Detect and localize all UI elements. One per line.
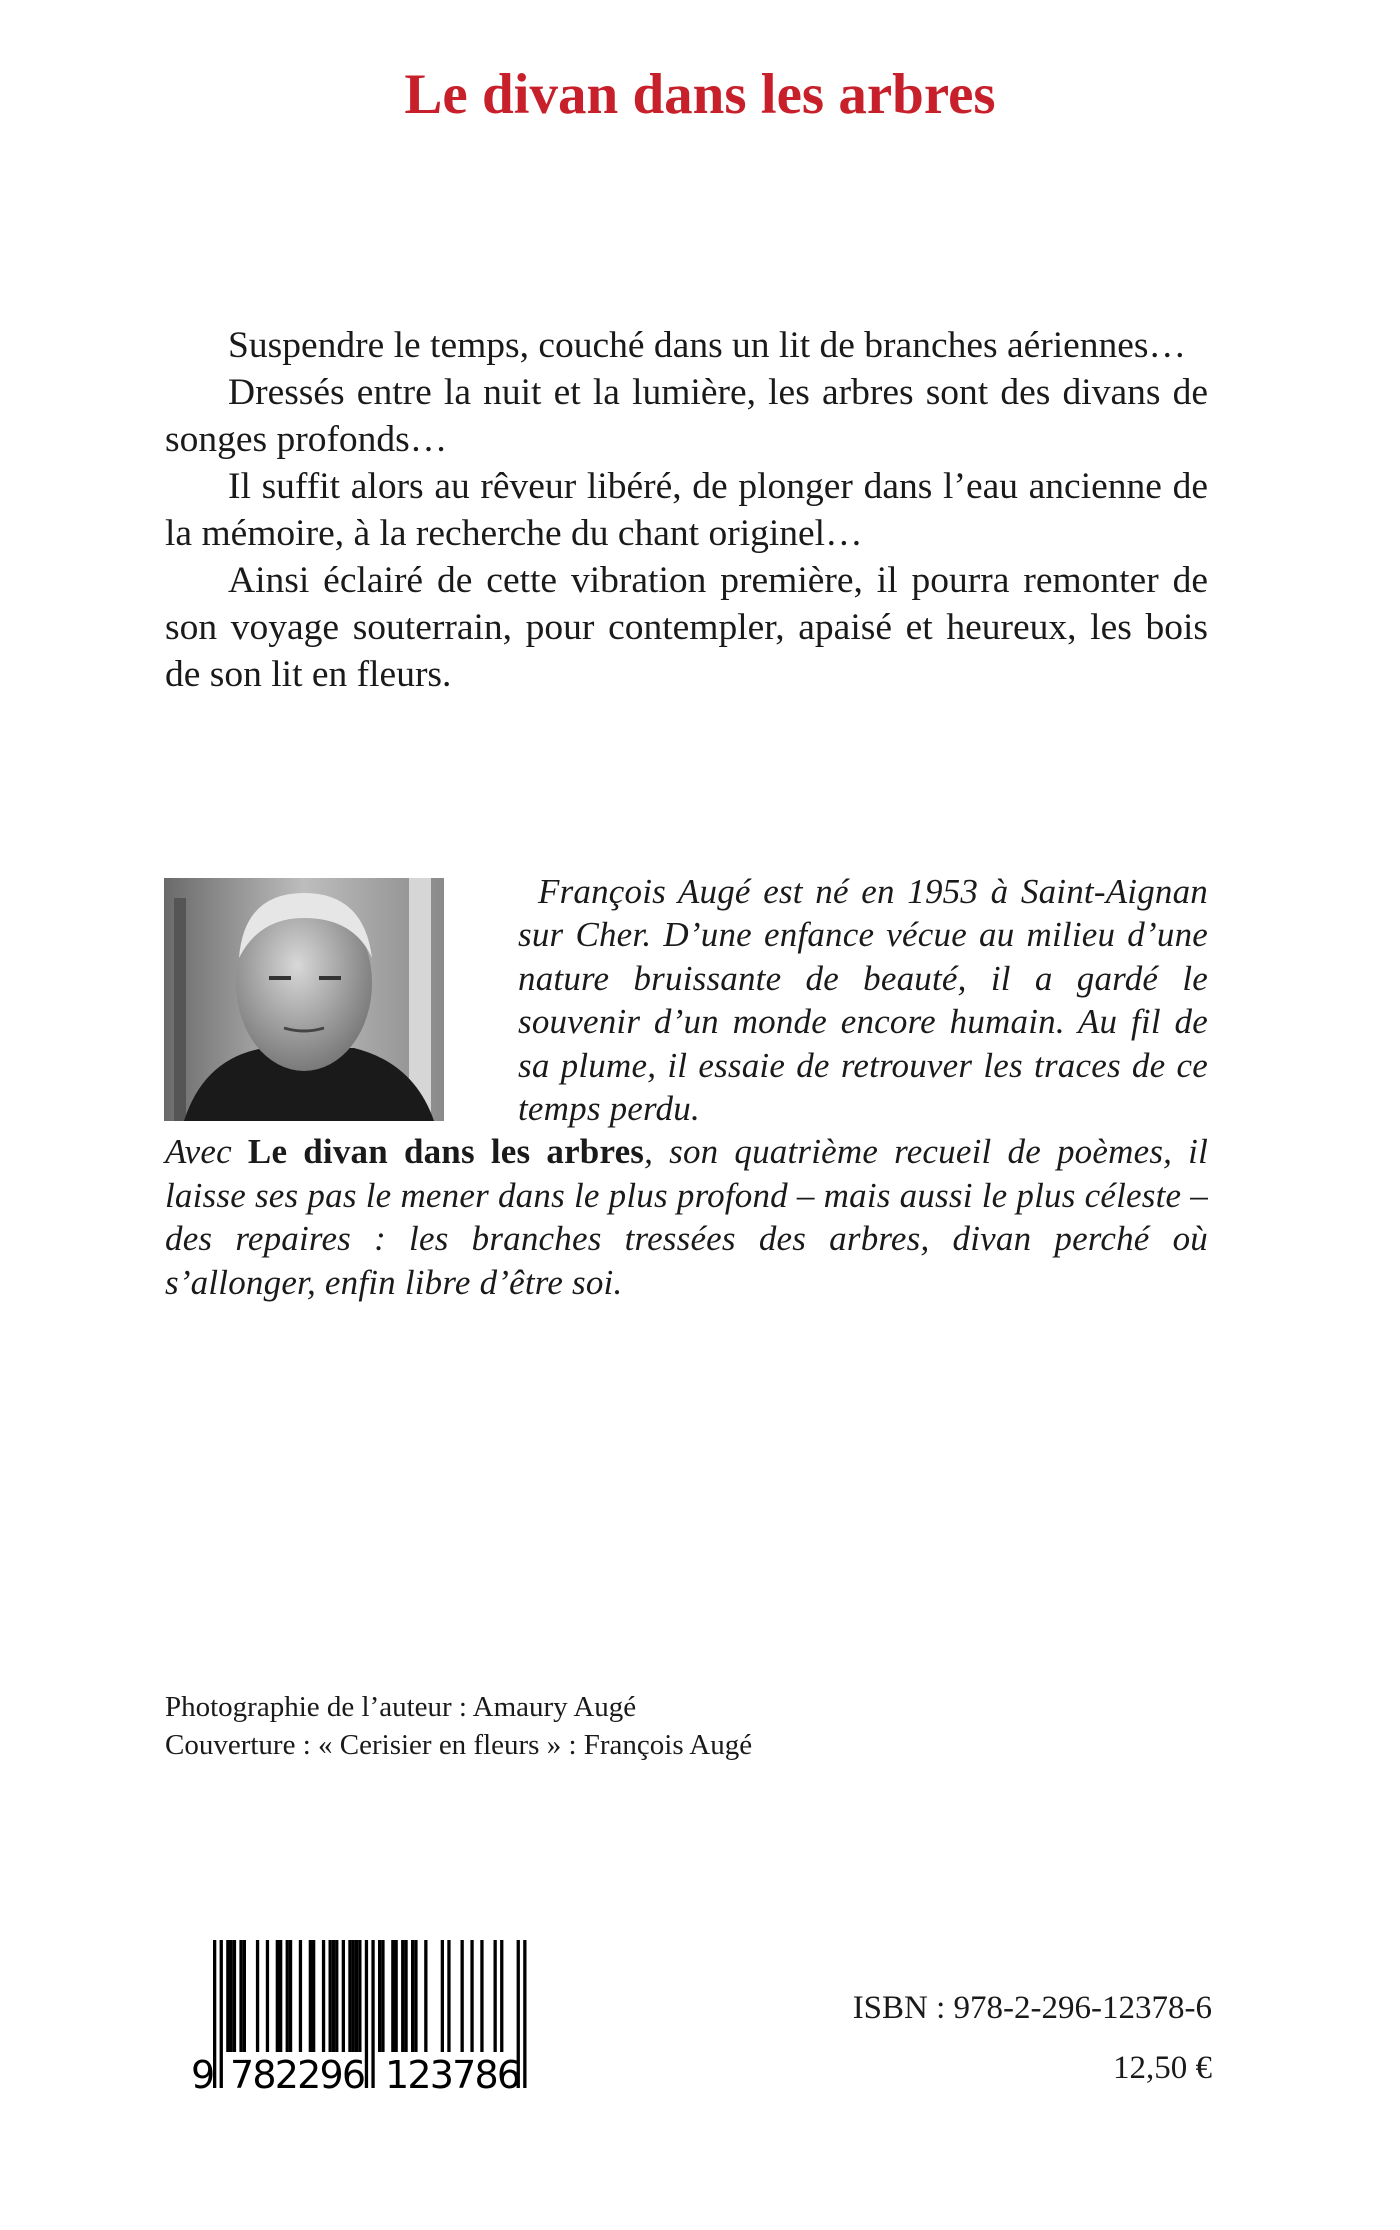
barcode-bar [414,1940,417,2052]
barcode-right-digits: 123786 [385,2053,521,2096]
barcode-bar [279,1940,282,2052]
barcode-bar [395,1940,398,2052]
barcode-bar [309,1940,312,2052]
barcode-bar [447,1940,450,2052]
barcode-bar [335,1940,338,2052]
credits [165,1688,752,1764]
barcode-bar [401,1940,404,2052]
cover-credit: Couverture : « Cerisier en fleurs » : François Augé [165,1729,753,1761]
barcode-bar [381,1940,384,2052]
barcode-bar [226,1940,229,2052]
barcode-bar [358,1940,361,2052]
barcode-bar [233,1940,236,2052]
barcode-bar [480,1940,483,2052]
barcode-bar [230,1940,233,2052]
blurb-paragraph: Ainsi éclairé de cette vibration première, il pourra remonter de son voyage souterrain, pour contempler, apaisé et heureux, les bois de son lit en fleurs. [165,560,1208,695]
blurb-paragraph: Il suffit alors au rêveur libéré, de plonger dans l’eau ancienne de la mémoire, à la recherche du chant originel… [165,466,1208,554]
barcode-bar [286,1940,289,2052]
barcode-bar [276,1940,279,2052]
barcode-bar [243,1940,246,2052]
barcode-bar [322,1940,325,2052]
blurb-paragraph: Dressés entre la nuit et la lumière, les arbres sont des divans de songes profonds… [165,372,1208,460]
barcode-bar [523,1940,526,2088]
barcode-bar [342,1940,345,2052]
barcode-bar [352,1940,355,2052]
isbn: ISBN : 978-2-296-12378-6 [852,1990,1212,2026]
bio-book-title: Le divan dans les arbres [247,1132,645,1172]
bio-paragraph: François Augé est né en 1953 à Saint-Aignan sur Cher. D’une enfance vécue au milieu d’une nature bruissante de beauté, il a gardé le souvenir d’un monde encore humain. Au fil de sa plume, il essaie de retrouver les traces de ce temps perdu. [518,872,1208,1129]
barcode-bar [391,1940,394,2052]
barcode-bar [332,1940,335,2052]
author-bio [165,870,1208,1304]
price: 12,50 € [1113,2050,1212,2086]
barcode-bar [424,1940,427,2052]
barcode-bar [494,1940,497,2052]
barcode-bar [329,1940,332,2052]
barcode-bar [266,1940,269,2052]
barcode-left-digits: 782296 [230,2053,366,2096]
barcode-first-digit: 9 [191,2053,216,2096]
photo-credit: Photographie de l’auteur : Amaury Augé [165,1691,637,1723]
barcode-bar [299,1940,302,2052]
bio-suffix: , son quatrième recueil de poèmes, il laisse ses pas le mener dans le plus profond – mais aussi le plus céleste – des repaires : les branches tressées des arbres, divan perché où s’allonger, enfin libre d’être soi. [165,1132,1208,1302]
back-cover-blurb [165,322,1208,698]
ean-barcode [185,1936,565,2096]
barcode-bar [312,1940,315,2052]
bio-prefix: Avec [165,1132,248,1172]
barcode-bar [470,1940,473,2052]
barcode-bar [239,1940,242,2052]
barcode-bar [404,1940,407,2052]
barcode-bar [371,1940,374,2088]
barcode-bar [256,1940,259,2052]
barcode-bar [355,1940,358,2052]
book-title: Le divan dans les arbres [404,63,996,126]
bio-paragraph-2 [165,1130,1208,1304]
barcode-bar [220,1940,223,2088]
barcode-bar [348,1940,351,2052]
barcode-bar [441,1940,444,2052]
barcode-bar [378,1940,381,2052]
blurb-paragraph: Suspendre le temps, couché dans un lit de branches aériennes… [228,325,1187,366]
barcode-bar [461,1940,464,2052]
barcode-bar [500,1940,503,2052]
barcode-bar [411,1940,414,2052]
barcode-bar [289,1940,292,2052]
